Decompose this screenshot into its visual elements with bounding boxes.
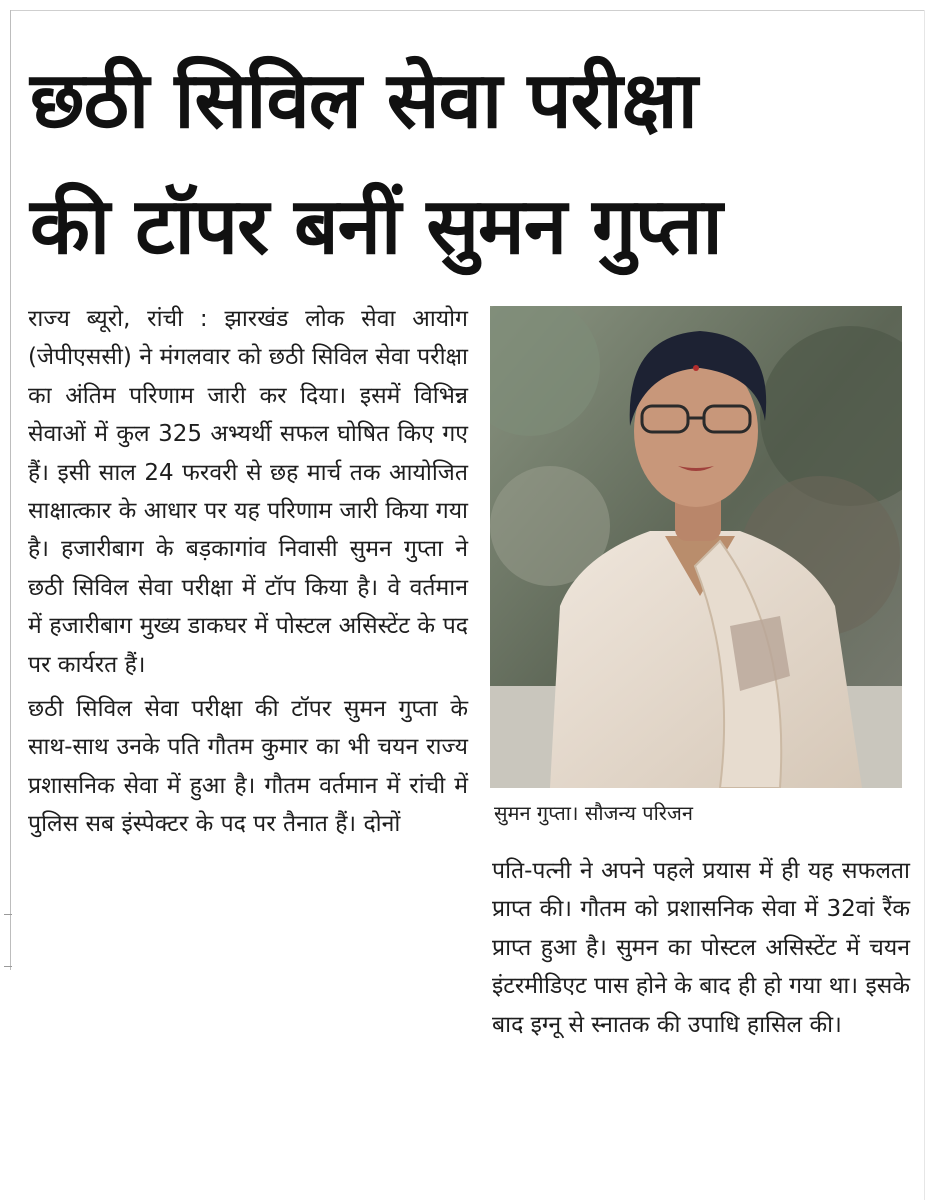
- article-paragraph: छठी सिविल सेवा परीक्षा की टॉपर सुमन गुप्ता के साथ-साथ उनके पति गौतम कुमार का भी चयन राज्य प्रशासनिक सेवा में हुआ है। गौतम वर्तमान में रांची में पुलिस सब इंस्पेक्टर के पद पर तैनात हैं। दोनों: [28, 696, 468, 838]
- left-border: [10, 10, 11, 970]
- headline-line-1: छठी सिविल सेवा परीक्षा: [30, 56, 697, 146]
- article-left-column: [28, 300, 468, 844]
- right-border: [924, 10, 925, 1200]
- article-paragraph: पति-पत्नी ने अपने पहले प्रयास में ही यह सफलता प्राप्त की। गौतम को प्रशासनिक सेवा में 32वां रैंक प्राप्त हुआ है। सुमन का पोस्टल असिस्टेंट में चयन इंटरमीडिएट पास होने के बाद ही हो गया था। इसके बाद इग्नू से स्नातक की उपाधि हासिल की।: [492, 858, 910, 1038]
- portrait-photo: [490, 306, 902, 788]
- article-right-column: [492, 852, 910, 1044]
- photo-caption: सुमन गुप्ता। सौजन्य परिजन: [494, 801, 693, 825]
- left-tick-mark: [4, 966, 12, 967]
- headline-line-2: की टॉपर बनीं सुमन गुप्ता: [30, 182, 722, 272]
- headline: [30, 38, 910, 290]
- article-paragraph: राज्य ब्यूरो, रांची : झारखंड लोक सेवा आयोग (जेपीएससी) ने मंगलवार को छठी सिविल सेवा परीक्षा का अंतिम परिणाम जारी कर दिया। इसमें विभिन्न सेवाओं में कुल 325 अभ्यर्थी सफल घोषित किए गए हैं। इसी साल 24 फरवरी से छह मार्च तक आयोजित साक्षात्कार के आधार पर यह परिणाम जारी किया गया है। हजारीबाग के बड़कागांव निवासी सुमन गुप्ता ने छठी सिविल सेवा परीक्षा में टॉप किया है। वे वर्तमान में हजारीबाग मुख्य डाकघर में पोस्टल असिस्टेंट के पद पर कार्यरत हैं।: [28, 306, 468, 678]
- top-border: [10, 10, 925, 11]
- left-tick-mark: [4, 914, 12, 915]
